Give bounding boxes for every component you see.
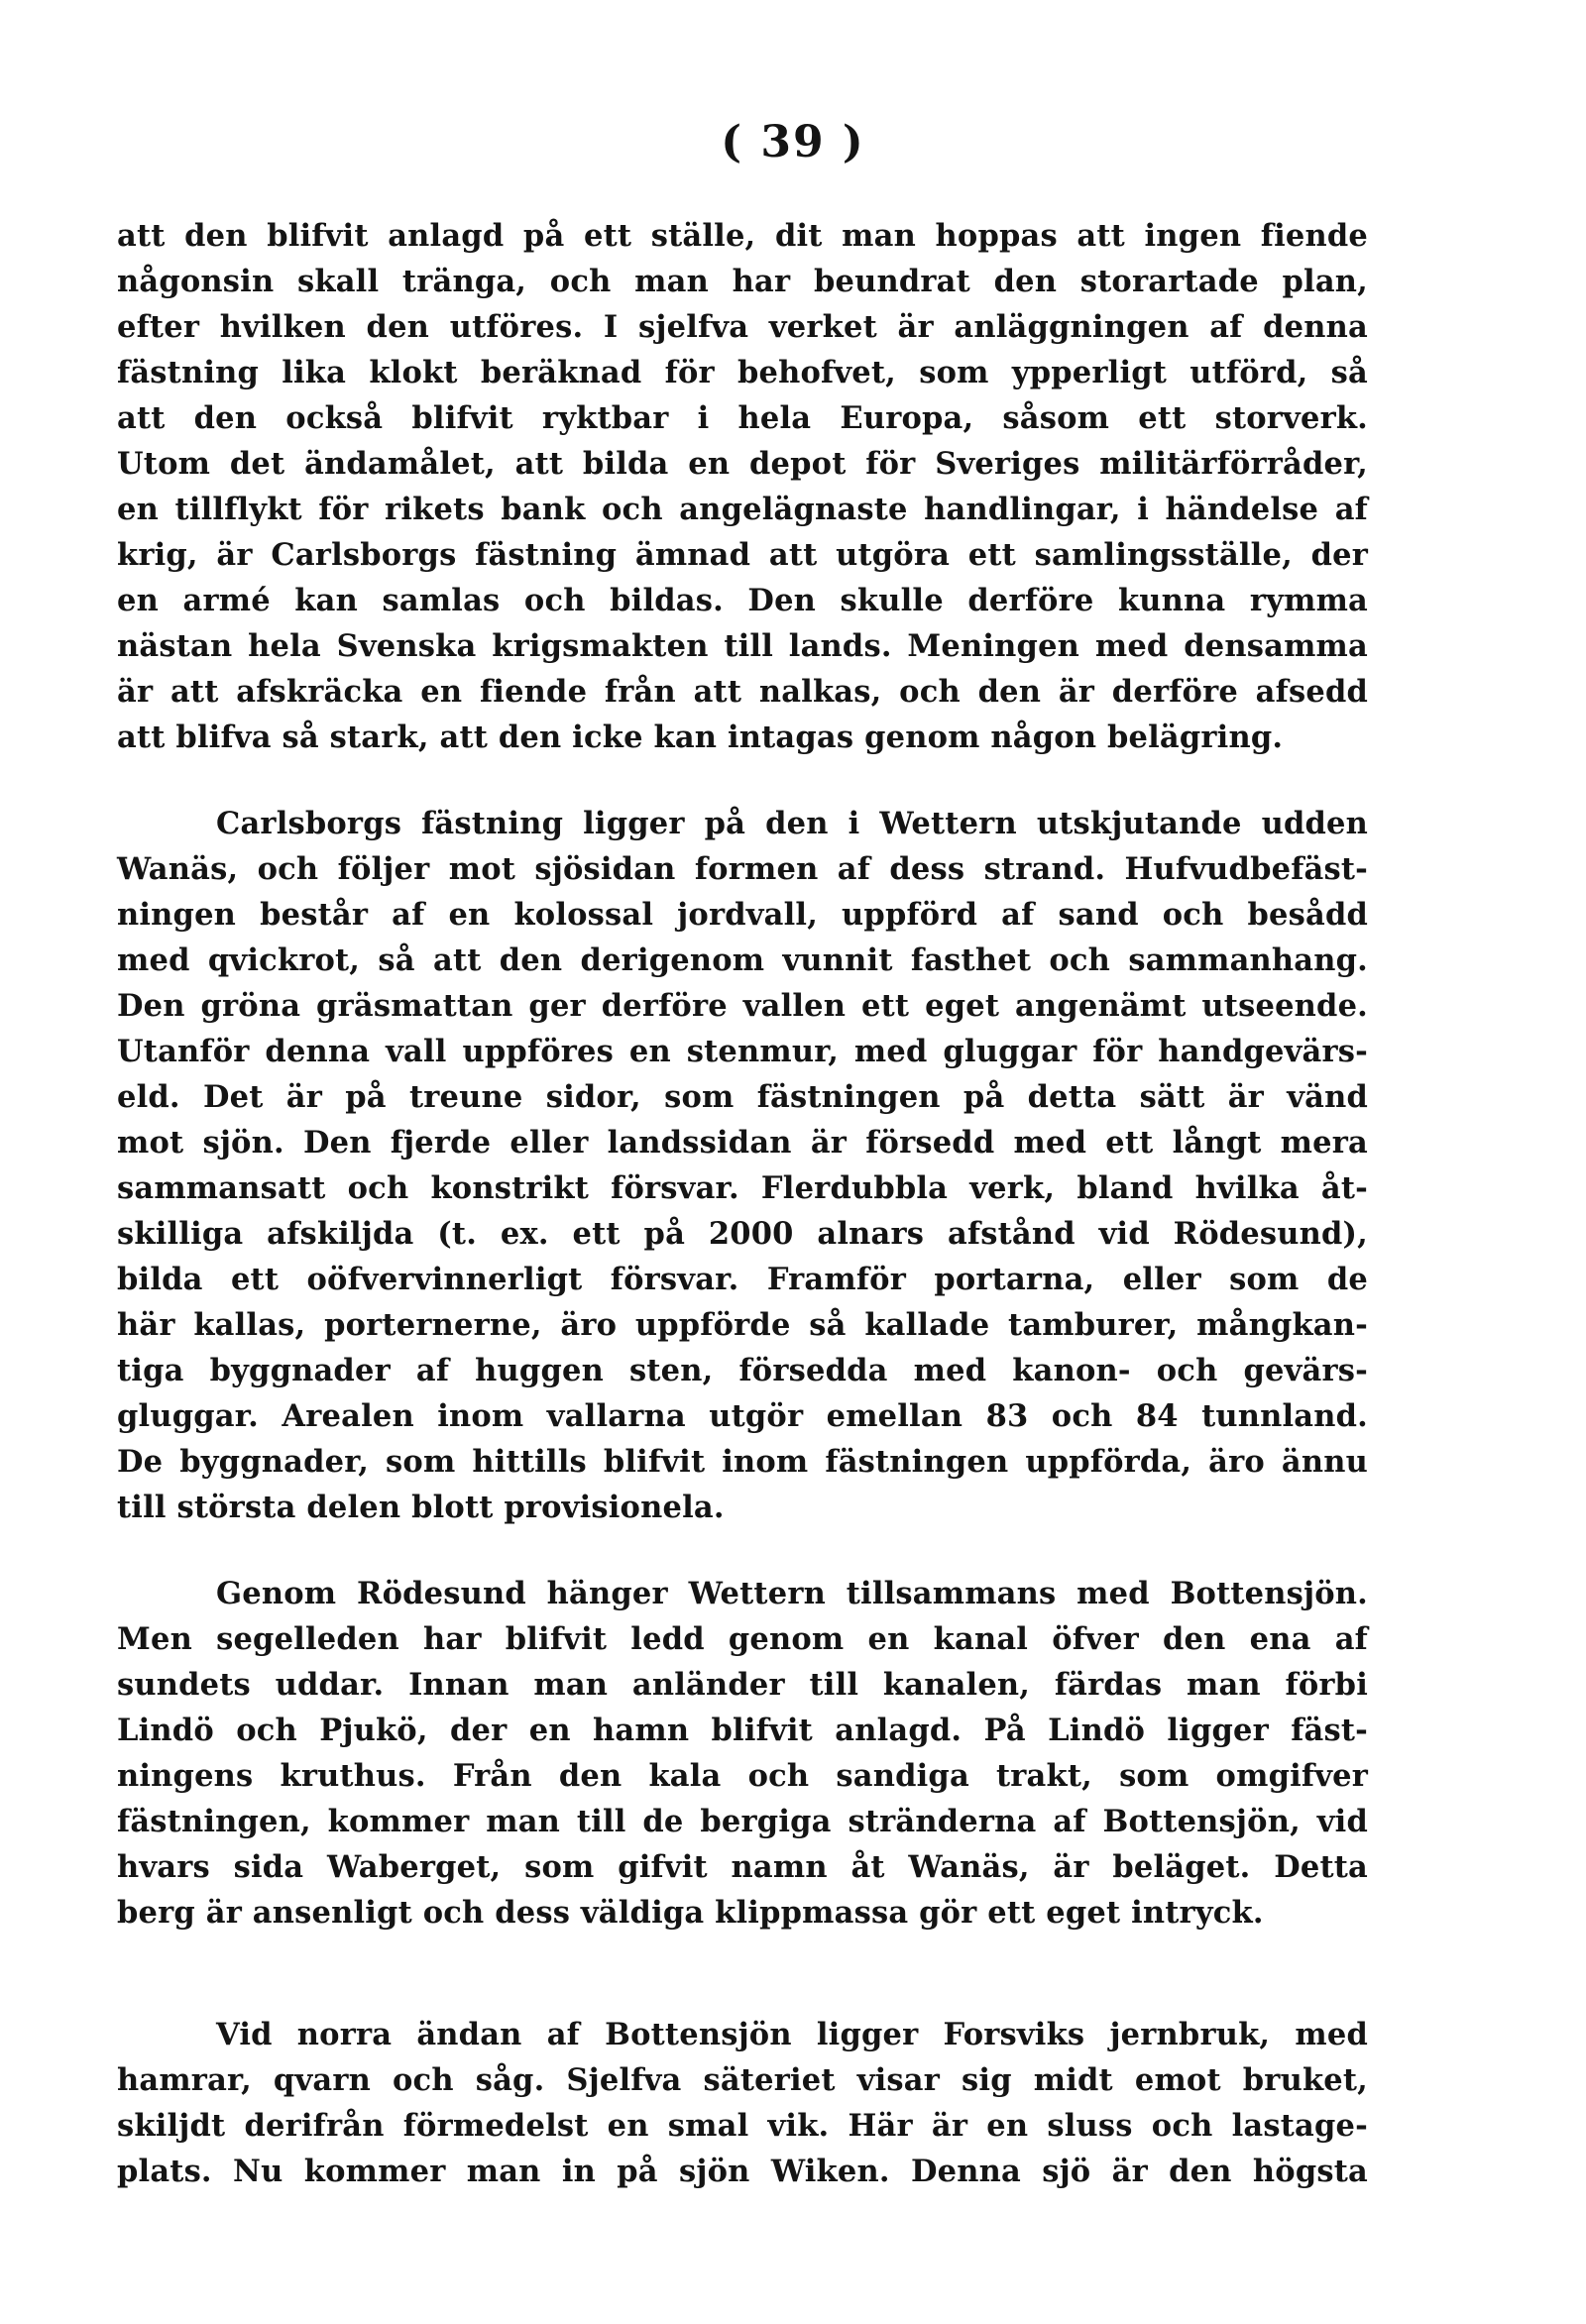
text-line: ningens kruthus. Från den kala och sandiga trakt, som omgifver <box>117 1758 1368 1794</box>
text-line: hamrar, qvarn och såg. Sjelfva säteriet visar sig midt emot bruket, <box>117 2062 1368 2098</box>
text-line: att den också blifvit ryktbar i hela Europa, såsom ett storverk. <box>117 400 1368 436</box>
text-line: sundets uddar. Innan man anländer till kanalen, färdas man förbi <box>117 1667 1368 1703</box>
text-line: skilliga afskiljda (t. ex. ett på 2000 alnars afstånd vid Rödesund), <box>117 1216 1368 1252</box>
text-line: här kallas, porternerne, äro uppförde så kallade tamburer, mångkan- <box>117 1307 1368 1343</box>
paragraph-1 <box>117 213 1368 760</box>
text-line: fästning lika klokt beräknad för behofvet, som ypperligt utförd, så <box>117 355 1368 390</box>
text-line: gluggar. Arealen inom vallarna utgör emellan 83 och 84 tunnland. <box>117 1398 1368 1434</box>
text-line: någonsin skall tränga, och man har beundrat den storartade plan, <box>117 264 1368 299</box>
text-line: De byggnader, som hittills blifvit inom fästningen uppförda, äro ännu <box>117 1444 1368 1480</box>
text-line: efter hvilken den utföres. I sjelfva verket är anläggningen af denna <box>117 309 1368 345</box>
text-line: Utom det ändamålet, att bilda en depot för Sveriges militärförråder, <box>117 446 1368 482</box>
text-line: till största delen blott provisionela. <box>117 1490 725 1525</box>
text-line: krig, är Carlsborgs fästning ämnad att utgöra ett samlingsställe, der <box>117 537 1368 573</box>
text-line: att den blifvit anlagd på ett ställe, dit man hoppas att ingen fiende <box>117 218 1368 254</box>
text-line: Wanäs, och följer mot sjösidan formen af dess strand. Hufvudbefäst- <box>117 851 1368 887</box>
text-line: Den gröna gräsmattan ger derföre vallen ett eget angenämt utseende. <box>117 988 1368 1024</box>
text-line: ningen består af en kolossal jordvall, uppförd af sand och besådd <box>117 897 1368 933</box>
text-line: Vid norra ändan af Bottensjön ligger Forsviks jernbruk, med <box>216 2017 1368 2052</box>
text-line: att blifva så stark, att den icke kan intagas genom någon belägring. <box>117 719 1284 755</box>
text-line: hvars sida Waberget, som gifvit namn åt Wanäs, är beläget. Detta <box>117 1849 1368 1885</box>
text-line: berg är ansenligt och dess väldiga klippmassa gör ett eget intryck. <box>117 1895 1264 1931</box>
text-line: Carlsborgs fästning ligger på den i Wettern utskjutande udden <box>216 806 1368 841</box>
text-line: Genom Rödesund hänger Wettern tillsammans med Bottensjön. <box>216 1576 1368 1611</box>
text-line: Lindö och Pjukö, der en hamn blifvit anlagd. På Lindö ligger fäst- <box>117 1713 1368 1748</box>
text-line: en armé kan samlas och bildas. Den skulle derföre kunna rymma <box>117 583 1368 618</box>
page-number: ( 39 ) <box>721 117 865 167</box>
text-line: är att afskräcka en fiende från att nalkas, och den är derföre afsedd <box>117 674 1368 710</box>
text-line: skiljdt derifrån förmedelst en smal vik. Här är en sluss och lastage- <box>117 2108 1368 2144</box>
text-line: Men segelleden har blifvit ledd genom en kanal öfver den ena af <box>117 1621 1368 1657</box>
text-line: mot sjön. Den fjerde eller landssidan är försedd med ett långt mera <box>117 1125 1368 1161</box>
text-line: eld. Det är på treune sidor, som fästningen på detta sätt är vänd <box>117 1079 1368 1115</box>
paragraph-4 <box>117 2012 1368 2194</box>
text-line: tiga byggnader af huggen sten, försedda med kanon- och gevärs- <box>117 1353 1368 1388</box>
text-line: med qvickrot, så att den derigenom vunnit fasthet och sammanhang. <box>117 942 1368 978</box>
text-line: bilda ett oöfvervinnerligt försvar. Framför portarna, eller som de <box>117 1262 1368 1297</box>
text-line: fästningen, kommer man till de bergiga stränderna af Bottensjön, vid <box>117 1804 1368 1839</box>
paragraph-2 <box>117 801 1368 1530</box>
text-line: en tillflykt för rikets bank och angelägnaste handlingar, i händelse af <box>117 492 1368 527</box>
text-line: plats. Nu kommer man in på sjön Wiken. Denna sjö är den högsta <box>117 2154 1368 2189</box>
paragraph-3 <box>117 1571 1368 1936</box>
text-line: Utanför denna vall uppföres en stenmur, med gluggar för handgevärs- <box>117 1034 1368 1069</box>
text-line: sammansatt och konstrikt försvar. Flerdubbla verk, bland hvilka åt- <box>117 1170 1368 1206</box>
text-line: nästan hela Svenska krigsmakten till lands. Meningen med densamma <box>117 628 1368 664</box>
